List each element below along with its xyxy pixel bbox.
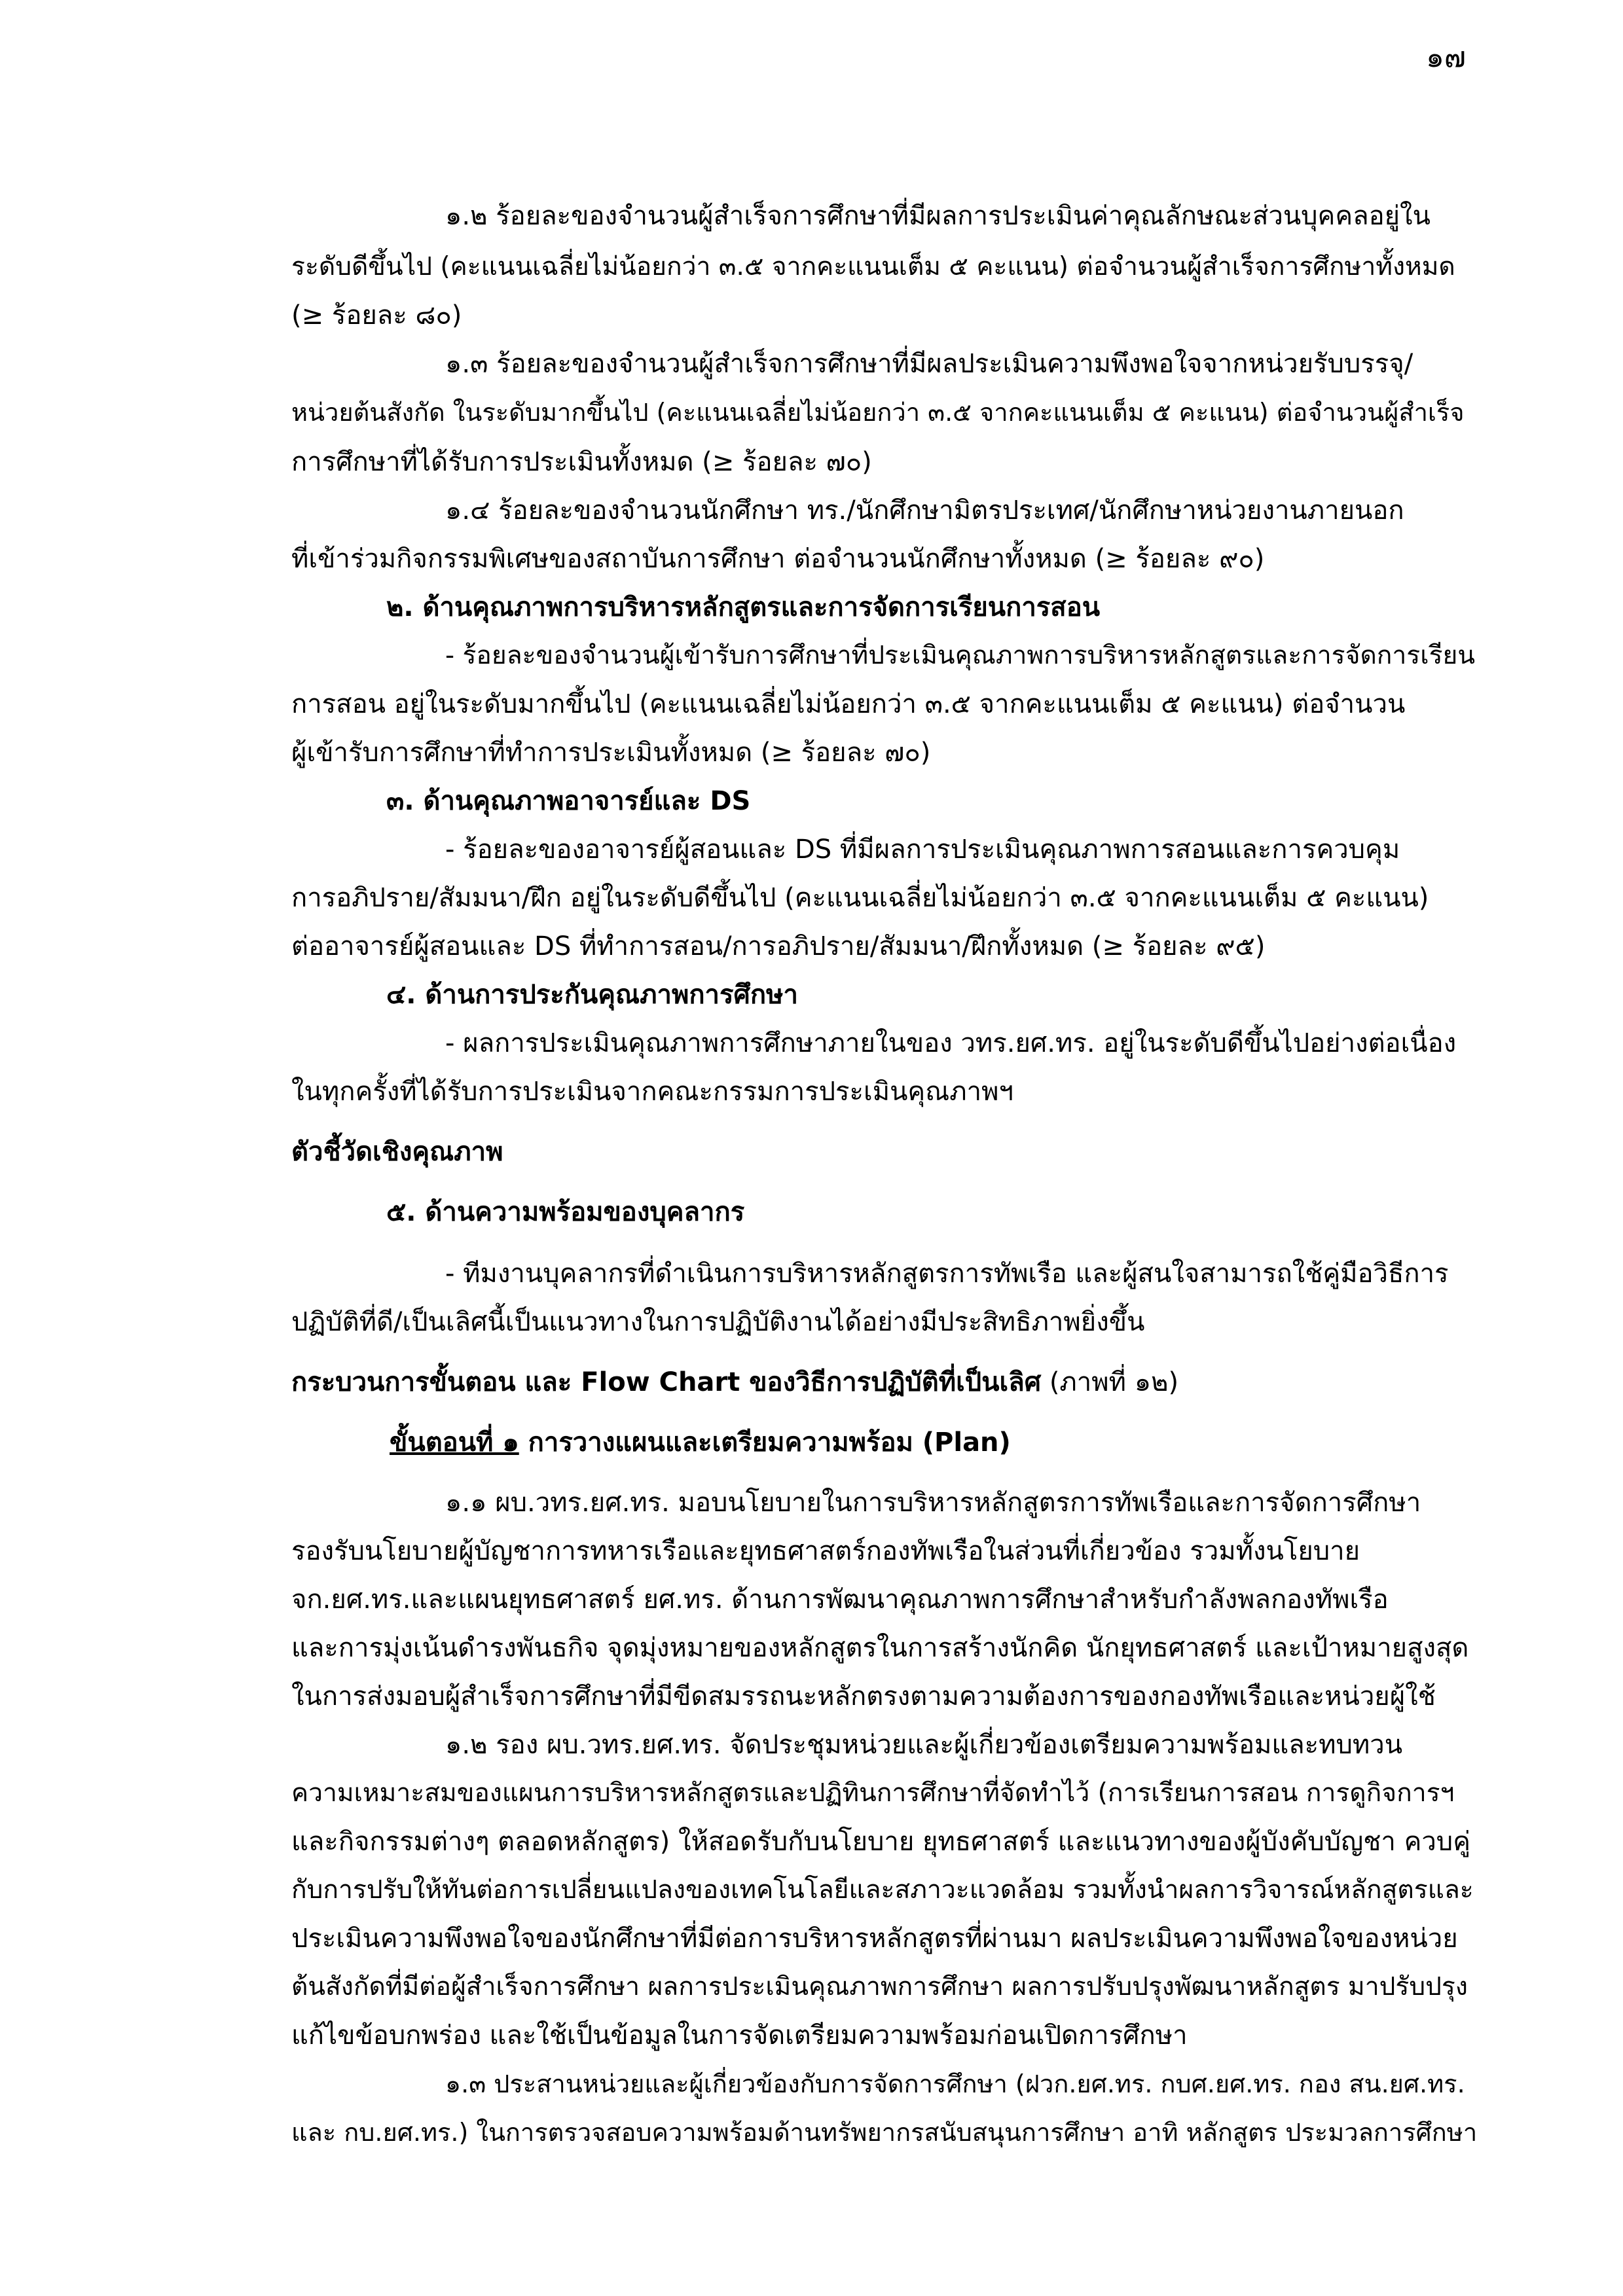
step-1-3-line-2: และ กบ.ยศ.ทร.) ในการตรวจสอบความพร้อมด้านทรัพยากรสนับสนุนการศึกษา อาทิ หลักสูตร ประมวลการศึกษา — [291, 2118, 1478, 2147]
item-1-4-line-1: ๑.๔ ร้อยละของจำนวนนักศึกษา ทร./นักศึกษามิตรประเทศ/นักศึกษาหน่วยงานภายนอก — [445, 495, 1404, 526]
section-5-line-2: ปฏิบัติที่ดี/เป็นเลิศนี้เป็นแนวทางในการปฏิบัติงานได้อย่างมีประสิทธิภาพยิ่งขึ้น — [291, 1307, 1145, 1337]
step-1-1-line-1: ๑.๑ ผบ.วทร.ยศ.ทร. มอบนโยบายในการบริหารหลักสูตรการทัพเรือและการจัดการศึกษา — [445, 1488, 1421, 1518]
section-2-line-3: ผู้เข้ารับการศึกษาที่ทำการประเมินทั้งหมด (≥ ร้อยละ ๗๐) — [291, 738, 931, 768]
section-3-line-2: การอภิปราย/สัมมนา/ฝึก อยู่ในระดับดีขึ้นไป (คะแนนเฉลี่ยไม่น้อยกว่า ๓.๕ จากคะแนนเต็ม ๕ คะแนน) — [291, 883, 1429, 913]
process-heading-figure-ref: (ภาพที่ ๑๒) — [1041, 1367, 1179, 1397]
section-3-line-3: ต่ออาจารย์ผู้สอนและ DS ที่ทำการสอน/การอภิปราย/สัมมนา/ฝึกทั้งหมด (≥ ร้อยละ ๙๕) — [291, 931, 1266, 961]
item-1-2-line-2: ระดับดีขึ้นไป (คะแนนเฉลี่ยไม่น้อยกว่า ๓.๕ จากคะแนนเต็ม ๕ คะแนน) ต่อจำนวนผู้สำเร็จการศึกษาทั้งหมด — [291, 252, 1455, 281]
section-2-line-2: การสอน อยู่ในระดับมากขึ้นไป (คะแนนเฉลี่ยไม่น้อยกว่า ๓.๕ จากคะแนนเต็ม ๕ คะแนน) ต่อจำนวน — [291, 689, 1406, 719]
step-1-2-line-3: และกิจกรรมต่างๆ ตลอดหลักสูตร) ให้สอดรับกับนโยบาย ยุทธศาสตร์ และแนวทางของผู้บังคับบัญชา ควบคู่ — [291, 1827, 1470, 1857]
step-1-2-line-5: ประเมินความพึงพอใจของนักศึกษาที่มีต่อการบริหารหลักสูตรที่ผ่านมา ผลประเมินความพึงพอใจของหน่วย — [291, 1924, 1458, 1954]
section-5-heading: ๕. ด้านความพร้อมของบุคลากร — [386, 1197, 745, 1227]
item-1-2-line-1: ๑.๒ ร้อยละของจำนวนผู้สำเร็จการศึกษาที่มีผลการประเมินค่าคุณลักษณะส่วนบุคคลอยู่ใน — [445, 201, 1431, 231]
step-1-1-line-5: ในการส่งมอบผู้สำเร็จการศึกษาที่มีขีดสมรรถนะหลักตรงตามความต้องการของกองทัพเรือและหน่วยผู้ใช้ — [291, 1681, 1436, 1712]
item-1-3-line-1: ๑.๓ ร้อยละของจำนวนผู้สำเร็จการศึกษาที่มีผลประเมินความพึงพอใจจากหน่วยรับบรรจุ/ — [445, 349, 1413, 379]
step-1-2-line-2: ความเหมาะสมของแผนการบริหารหลักสูตรและปฏิทินการศึกษาที่จัดทำไว้ (การเรียนการสอน การดูกิจการฯ — [291, 1778, 1455, 1808]
section-4-line-2: ในทุกครั้งที่ได้รับการประเมินจากคณะกรรมการประเมินคุณภาพฯ — [291, 1077, 1013, 1107]
step-1-heading — [390, 1423, 1483, 1462]
process-heading — [291, 1363, 1483, 1402]
section-2-heading: ๒. ด้านคุณภาพการบริหารหลักสูตรและการจัดการเรียนการสอน — [386, 592, 1101, 622]
section-3-heading: ๓. ด้านคุณภาพอาจารย์และ DS — [386, 786, 751, 816]
section-5-line-1: - ทีมงานบุคลากรที่ดำเนินการบริหารหลักสูตรการทัพเรือ และผู้สนใจสามารถใช้คู่มือวิธีการ — [445, 1259, 1449, 1289]
section-3-line-1: - ร้อยละของอาจารย์ผู้สอนและ DS ที่มีผลการประเมินคุณภาพการสอนและการควบคุม — [445, 834, 1400, 865]
step-1-1-line-3: จก.ยศ.ทร.และแผนยุทธศาสตร์ ยศ.ทร. ด้านการพัฒนาคุณภาพการศึกษาสำหรับกำลังพลกองทัพเรือ — [291, 1585, 1389, 1615]
qualitative-heading: ตัวชี้วัดเชิงคุณภาพ — [291, 1137, 503, 1167]
step-1-2-line-6: ต้นสังกัดที่มีต่อผู้สำเร็จการศึกษา ผลการประเมินคุณภาพการศึกษา ผลการปรับปรุงพัฒนาหลักสูตร มาปรับปรุง — [291, 1972, 1468, 2001]
item-1-2-line-3: (≥ ร้อยละ ๘๐) — [291, 300, 462, 331]
section-2-line-1: - ร้อยละของจำนวนผู้เข้ารับการศึกษาที่ประเมินคุณภาพการบริหารหลักสูตรและการจัดการเรียน — [445, 641, 1476, 670]
step-1-2-line-4: กับการปรับให้ทันต่อการเปลี่ยนแปลงของเทคโนโลยีและสภาวะแวดล้อม รวมทั้งนำผลการวิจารณ์หลักสูตรและ — [291, 1875, 1474, 1905]
step-1-title: การวางแผนและเตรียมความพร้อม (Plan) — [519, 1427, 1011, 1458]
page-number: ๑๗ — [1425, 41, 1466, 74]
item-1-4-line-2: ที่เข้าร่วมกิจกรรมพิเศษของสถาบันการศึกษา ต่อจำนวนนักศึกษาทั้งหมด (≥ ร้อยละ ๙๐) — [291, 544, 1265, 574]
step-1-2-line-1: ๑.๒ รอง ผบ.วทร.ยศ.ทร. จัดประชุมหน่วยและผู้เกี่ยวข้องเตรียมความพร้อมและทบทวน — [445, 1730, 1403, 1760]
section-4-line-1: - ผลการประเมินคุณภาพการศึกษาภายในของ วทร.ยศ.ทร. อยู่ในระดับดีขึ้นไปอย่างต่อเนื่อง — [445, 1028, 1457, 1058]
step-1-2-line-7: แก้ไขข้อบกพร่อง และใช้เป็นข้อมูลในการจัดเตรียมความพร้อมก่อนเปิดการศึกษา — [291, 2020, 1188, 2051]
step-1-1-line-2: รองรับนโยบายผู้บัญชาการทหารเรือและยุทธศาสตร์กองทัพเรือในส่วนที่เกี่ยวข้อง รวมทั้งนโยบาย — [291, 1536, 1360, 1566]
section-4-heading: ๔. ด้านการประกันคุณภาพการศึกษา — [386, 980, 798, 1010]
item-1-3-line-2: หน่วยต้นสังกัด ในระดับมากขึ้นไป (คะแนนเฉลี่ยไม่น้อยกว่า ๓.๕ จากคะแนนเต็ม ๕ คะแนน) ต่อจำนวนผู้สำเร็จ — [291, 398, 1465, 427]
step-1-1-line-4: และการมุ่งเน้นดำรงพันธกิจ จุดมุ่งหมายของหลักสูตรในการสร้างนักคิด นักยุทธศาสตร์ และเป้าหมายสูงสุด — [291, 1633, 1469, 1663]
process-heading-bold: กระบวนการขั้นตอน และ Flow Chart ของวิธีการปฏิบัติที่เป็นเลิศ — [291, 1367, 1042, 1397]
step-1-label: ขั้นตอนที่ ๑ — [390, 1427, 519, 1458]
item-1-3-line-3: การศึกษาที่ได้รับการประเมินทั้งหมด (≥ ร้อยละ ๗๐) — [291, 447, 872, 477]
step-1-3-line-1: ๑.๓ ประสานหน่วยและผู้เกี่ยวข้องกับการจัดการศึกษา (ฝวก.ยศ.ทร. กบศ.ยศ.ทร. กอง สน.ยศ.ทร. — [445, 2070, 1465, 2098]
